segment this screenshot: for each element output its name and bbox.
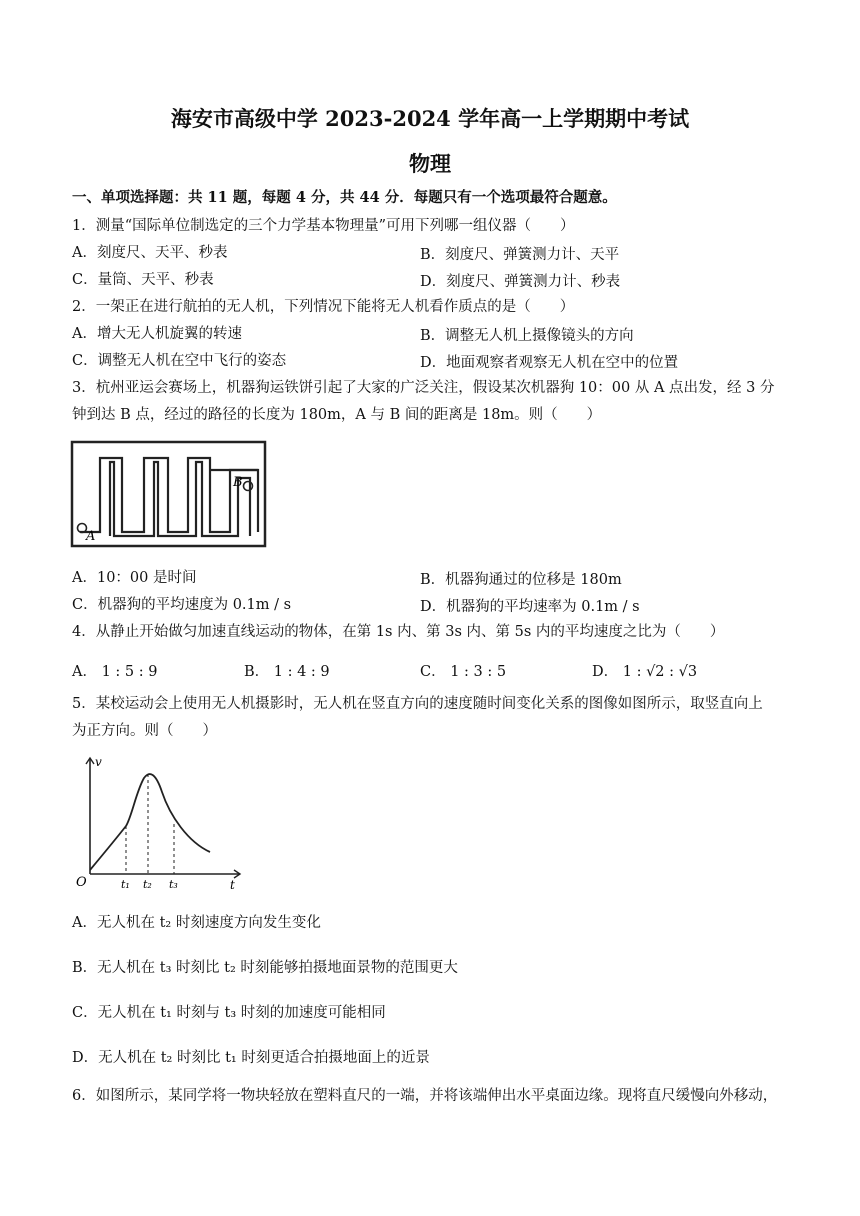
q3-option-d: D．机器狗的平均速率为 0.1m / s [420,599,640,615]
q1-stem: 1．测量“国际单位制选定的三个力学基本物理量”可用下列哪一组仪器（ ） [72,218,575,234]
q3-option-c: C．机器狗的平均速度为 0.1m / s [72,597,292,613]
v-axis-label: v [95,755,102,769]
q5-option-a: A．无人机在 t₂ 时刻速度方向发生变化 [72,915,321,931]
q2-option-c: C．调整无人机在空中飞行的姿态 [72,353,287,369]
q6-stem-line1: 6．如图所示，某同学将一物块轻放在塑料直尺的一端，并将该端伸出水平桌面边缘。现将直尺缓慢向外移动， [72,1088,778,1104]
q4-option-b: B． 1 : 4 : 9 [244,664,330,680]
point-a-label: A [86,529,96,544]
t1-label: t₁ [121,878,130,891]
velocity-time-graph [70,752,250,897]
origin-label: O [76,875,87,890]
q4-option-d: D． 1 : √2 : √3 [592,664,698,680]
q4-stem: 4．从静止开始做匀加速直线运动的物体，在第 1s 内、第 3s 内、第 5s 内的平均速度之比为（ ） [72,624,725,640]
maze-path-figure [70,440,270,550]
subject-title: 物理 [409,151,451,176]
q1-option-a: A．刻度尺、天平、秒表 [72,245,228,261]
section-heading: 一、单项选择题：共 11 题，每题 4 分，共 44 分．每题只有一个选项最符合题意。 [72,189,617,206]
q3-option-b: B．机器狗通过的位移是 180m [420,572,622,588]
q1-option-d: D．刻度尺、弹簧测力计、秒表 [420,274,621,290]
q5-stem-line2: 为正方向。则（ ） [72,723,217,739]
q1-option-c: C．量筒、天平、秒表 [72,272,214,288]
exam-title: 海安市高级中学 2023-2024 学年高一上学期期中考试 [170,106,690,131]
t3-label: t₃ [169,878,178,891]
q2-stem: 2．一架正在进行航拍的无人机，下列情况下能将无人机看作质点的是（ ） [72,299,575,315]
q3-stem-line2: 钟到达 B 点，经过的路径的长度为 180m，A 与 B 间的距离是 18m。则（ ） [72,407,602,423]
t2-label: t₂ [143,878,152,891]
q4-option-a: A． 1 : 5 : 9 [72,664,158,680]
q5-option-d: D．无人机在 t₂ 时刻比 t₁ 时刻更适合拍摄地面上的近景 [72,1050,430,1066]
q5-stem-line1: 5．某校运动会上使用无人机摄影时，无人机在竖直方向的速度随时间变化关系的图像如图所示，取竖直向上 [72,696,763,712]
q4-option-c: C． 1 : 3 : 5 [420,664,507,680]
q3-option-a: A．10：00 是时间 [72,570,197,586]
q3-stem-line1: 3．杭州亚运会赛场上，机器狗运铁饼引起了大家的广泛关注，假设某次机器狗 10：00 从 A 点出发，经 3 分 [72,380,775,396]
q2-option-a: A．增大无人机旋翼的转速 [72,326,242,342]
q5-option-c: C．无人机在 t₁ 时刻与 t₃ 时刻的加速度可能相同 [72,1005,386,1021]
point-b-label: B [233,475,243,490]
t-axis-label: t [230,878,235,892]
q2-option-d: D．地面观察者观察无人机在空中的位置 [420,355,679,371]
q1-option-b: B．刻度尺、弹簧测力计、天平 [420,247,620,263]
q2-option-b: B．调整无人机上摄像镜头的方向 [420,328,634,344]
q5-option-b: B．无人机在 t₃ 时刻比 t₂ 时刻能够拍摄地面景物的范围更大 [72,960,458,976]
